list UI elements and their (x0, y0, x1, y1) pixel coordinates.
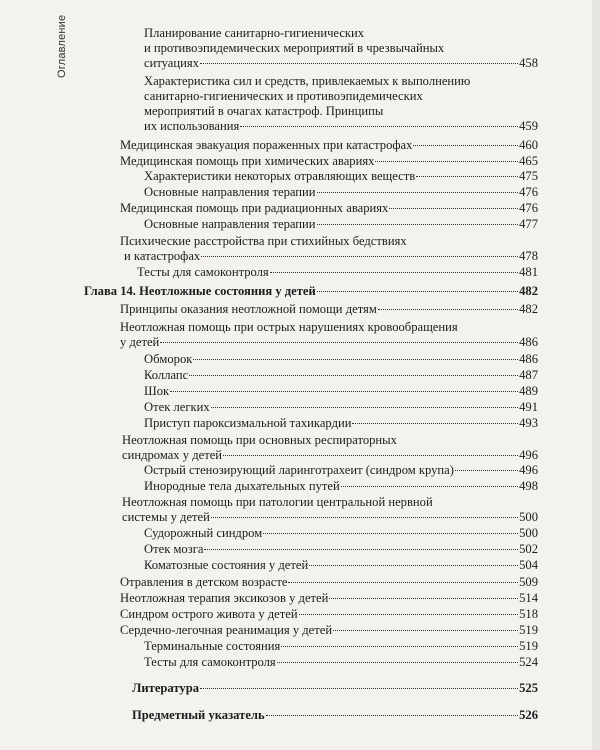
page-number: 498 (519, 479, 538, 493)
leader-dots (333, 630, 518, 631)
toc-entry-text: Тесты для самоконтроля (137, 265, 269, 279)
toc-entry-text: Отравления в детском возрасте (120, 575, 288, 589)
leader-dots (204, 549, 518, 550)
page-number: 487 (519, 368, 538, 382)
toc-entry-text: Глава 14. Неотложные состояния у детей (84, 284, 316, 298)
page-number: 509 (519, 575, 538, 589)
leader-dots (281, 646, 518, 647)
toc-entry-text: Синдром острого живота у детей (120, 607, 298, 621)
page-number: 460 (519, 138, 538, 152)
toc-entry-text: мероприятий в очагах катастроф. Принципы (144, 104, 384, 118)
leader-dots (240, 126, 518, 127)
toc-entry[interactable] (144, 74, 538, 134)
toc-entry-text: Отек легких (144, 400, 210, 414)
leader-dots (389, 208, 518, 209)
leader-dots (317, 192, 519, 193)
leader-dots (277, 662, 518, 663)
toc-entry[interactable] (144, 463, 538, 478)
leader-dots (193, 359, 518, 360)
toc-entry-text: Основные направления терапии (144, 217, 316, 231)
page-number: 502 (519, 542, 538, 556)
leader-dots (270, 272, 518, 273)
leader-dots (329, 598, 518, 599)
toc-entry-text: Принципы оказания неотложной помощи детям (120, 302, 377, 316)
toc-entry[interactable] (120, 607, 538, 622)
toc-entry[interactable] (144, 368, 538, 383)
page-number: 476 (519, 201, 538, 215)
page-number: 478 (519, 249, 538, 263)
toc-entry[interactable] (122, 495, 538, 525)
page-number: 475 (519, 169, 538, 183)
page-number: 504 (519, 558, 538, 572)
toc-entry[interactable] (120, 302, 538, 317)
toc-entry[interactable] (122, 433, 538, 463)
page-number: 500 (519, 526, 538, 540)
toc-entry-text: Неотложная помощь при острых нарушениях кровообращения (120, 320, 458, 334)
leader-dots (201, 256, 518, 257)
toc-entry-text: Сердечно-легочная реанимация у детей (120, 623, 333, 637)
page-number: 491 (519, 400, 538, 414)
toc-entry-text: Коматозные состояния у детей (144, 558, 309, 572)
toc-entry-text: Основные направления терапии (144, 185, 316, 199)
toc-entry-text: Неотложная терапия эксикозов у детей (120, 591, 329, 605)
toc-entry-text: Неотложная помощь при патологии центральной нервной (122, 495, 433, 509)
leader-dots (211, 517, 518, 518)
toc-entry-text: у детей (120, 335, 160, 349)
page-number: 514 (519, 591, 538, 605)
leader-dots (413, 145, 518, 146)
toc-chapter-heading[interactable] (84, 284, 538, 299)
toc-entry[interactable] (120, 591, 538, 606)
leader-dots (263, 533, 518, 534)
toc-entry-text: Инородные тела дыхательных путей (144, 479, 340, 493)
toc-entry[interactable] (144, 384, 538, 399)
leader-dots (223, 455, 518, 456)
toc-entry-text: Острый стенозирующий ларинготрахеит (синдром крупа) (144, 463, 454, 477)
toc-entry[interactable] (120, 234, 538, 264)
page-number: 518 (519, 607, 538, 621)
toc-entry-text: санитарно-гигиенических и противоэпидемических (144, 89, 423, 103)
toc-entry-text: Психические расстройства при стихийных бедствиях (120, 234, 407, 248)
page-number: 519 (519, 623, 538, 637)
toc-entry-text: синдромах у детей (122, 448, 223, 462)
leader-dots (317, 291, 518, 292)
toc-entry-text: Медицинская эвакуация пораженных при катастрофах (120, 138, 413, 152)
page-number: 489 (519, 384, 538, 398)
running-header-side-label: Оглавление (56, 14, 68, 78)
toc-entry-index[interactable] (132, 708, 538, 723)
toc-entry-text: Неотложная помощь при основных респираторных (122, 433, 397, 447)
toc-entry-text: Коллапс (144, 368, 189, 382)
page-number: 496 (519, 448, 538, 462)
toc-entry[interactable] (120, 138, 538, 153)
page-number: 524 (519, 655, 538, 669)
page-number: 486 (519, 335, 538, 349)
toc-entry[interactable] (144, 542, 538, 557)
toc-entry-text: ситуациях (144, 56, 199, 70)
page-number: 486 (519, 352, 538, 366)
page-number: 476 (519, 185, 538, 199)
toc-entry[interactable] (144, 526, 538, 541)
leader-dots (378, 309, 518, 310)
leader-dots (189, 375, 518, 376)
page-number: 482 (519, 302, 538, 316)
toc-entry[interactable] (120, 623, 538, 638)
leader-dots (416, 176, 518, 177)
toc-entry[interactable] (144, 400, 538, 415)
toc-entry-bibliography[interactable] (132, 681, 538, 696)
page-number: 525 (519, 681, 538, 695)
toc-entry-text: их использования (144, 119, 240, 133)
toc-entry[interactable] (144, 26, 538, 71)
toc-entry-text: и противоэпидемических мероприятий в чрезвычайных (144, 41, 445, 55)
toc-entry-text: Предметный указатель (132, 708, 265, 722)
page-number: 519 (519, 639, 538, 653)
leader-dots (455, 470, 518, 471)
toc-entry[interactable] (120, 201, 538, 216)
toc-entry-text: Обморок (144, 352, 193, 366)
leader-dots (200, 63, 518, 64)
toc-entry-text: Терминальные состояния (144, 639, 281, 653)
leader-dots (160, 342, 518, 343)
page-number: 482 (519, 284, 538, 298)
leader-dots (341, 486, 518, 487)
page-number: 493 (519, 416, 538, 430)
toc-entry-text: и катастрофах (124, 249, 201, 263)
toc-entry[interactable] (144, 352, 538, 367)
toc-entry[interactable] (144, 416, 538, 431)
toc-entry-text: Медицинская помощь при химических авариях (120, 154, 375, 168)
leader-dots (211, 407, 518, 408)
toc-entry[interactable] (120, 154, 538, 169)
page-number: 465 (519, 154, 538, 168)
page-number: 481 (519, 265, 538, 279)
page-number: 500 (519, 510, 538, 524)
toc-entry-text: Характеристики некоторых отравляющих веществ (144, 169, 416, 183)
leader-dots (317, 224, 519, 225)
toc-entry-text: Судорожный синдром (144, 526, 263, 540)
leader-dots (170, 391, 518, 392)
leader-dots (200, 688, 518, 689)
page-number: 526 (519, 708, 538, 722)
toc-entry[interactable] (144, 217, 538, 232)
toc-entry[interactable] (144, 479, 538, 494)
toc-entry[interactable] (144, 185, 538, 200)
toc-entry[interactable] (137, 265, 538, 280)
toc-entry-text: Планирование санитарно-гигиенических (144, 26, 365, 40)
page-number: 496 (519, 463, 538, 477)
toc-entry-text: Характеристика сил и средств, привлекаемых к выполнению (144, 74, 471, 88)
toc-entry-text: Медицинская помощь при радиационных авариях (120, 201, 389, 215)
leader-dots (375, 161, 518, 162)
leader-dots (299, 614, 518, 615)
leader-dots (309, 565, 518, 566)
page-number: 458 (519, 56, 538, 70)
toc-entry-text: Литература (132, 681, 200, 695)
toc-entry[interactable] (120, 575, 538, 590)
page-edge (592, 0, 600, 750)
toc-entry[interactable] (144, 655, 538, 670)
page-number: 459 (519, 119, 538, 133)
toc-entry[interactable] (144, 639, 538, 654)
leader-dots (288, 582, 518, 583)
leader-dots (352, 423, 518, 424)
toc-entry[interactable] (144, 169, 538, 184)
toc-entry-text: Приступ пароксизмальной тахикардии (144, 416, 352, 430)
toc-entry[interactable] (120, 320, 538, 350)
toc-entry-text: Тесты для самоконтроля (144, 655, 276, 669)
toc-entry-text: Отек мозга (144, 542, 204, 556)
leader-dots (266, 715, 518, 716)
toc-entry-text: системы у детей (122, 510, 210, 524)
toc-entry-text: Шок (144, 384, 170, 398)
toc-entry[interactable] (144, 558, 538, 573)
page-number: 477 (519, 217, 538, 231)
